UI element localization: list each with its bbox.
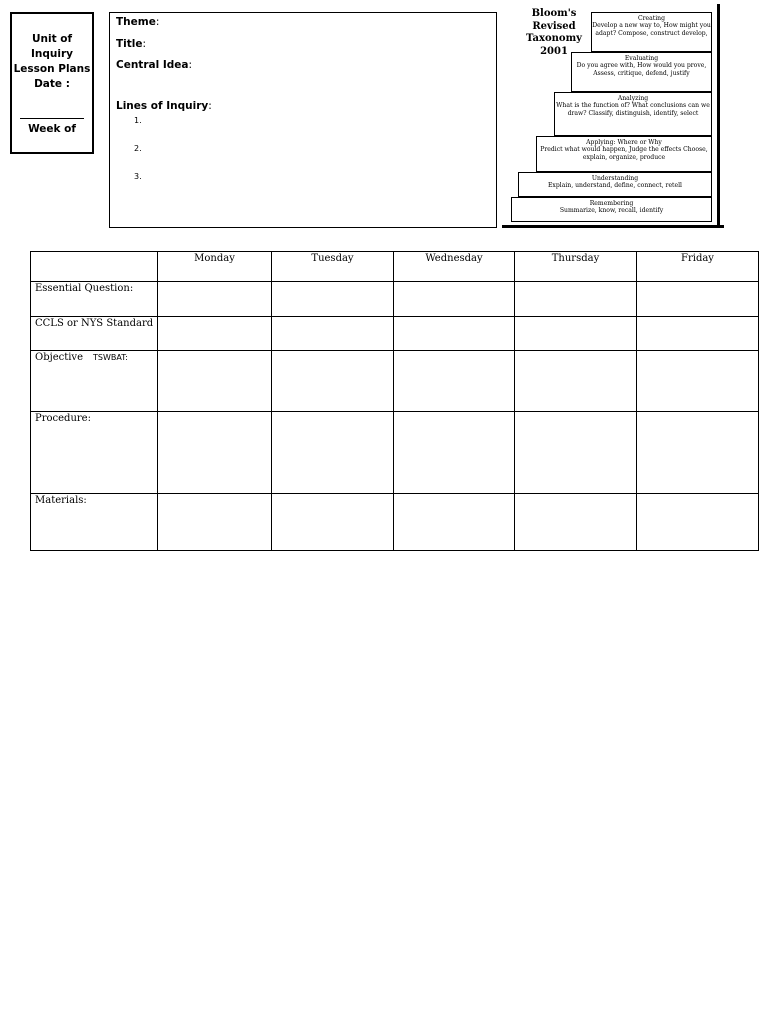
table-cell[interactable]	[394, 412, 515, 494]
tswbat-note: TSWBAT:	[93, 353, 128, 362]
table-cell[interactable]	[272, 351, 394, 412]
table-row	[31, 494, 759, 551]
unit-title-line: Unit of	[31, 33, 73, 45]
bloom-level-desc: What is the function of? What conclusions can we draw? Classify, distinguish, identify, select	[556, 102, 710, 117]
bloom-level-remembering	[511, 197, 712, 222]
inquiry-line-number: 3.	[134, 172, 142, 181]
date-line	[20, 118, 84, 119]
table-cell[interactable]	[272, 412, 394, 494]
bloom-level-desc: Explain, understand, define, connect, retell	[547, 182, 682, 190]
table-cell[interactable]	[158, 412, 272, 494]
table-cell[interactable]	[158, 282, 272, 317]
colon: :	[208, 100, 212, 112]
bloom-level-understanding	[518, 172, 712, 197]
table-cell[interactable]	[394, 282, 515, 317]
day-header-wednesday: Wednesday	[394, 252, 515, 282]
bloom-heading-line: Taxonomy	[526, 33, 582, 44]
central-idea-label: Central Idea	[116, 59, 189, 71]
unit-title	[12, 32, 92, 92]
table-cell[interactable]	[515, 282, 637, 317]
title-label: Title	[116, 38, 143, 50]
table-cell[interactable]	[515, 351, 637, 412]
date-label: Date :	[34, 78, 70, 90]
bloom-heading-line: Bloom's	[531, 8, 577, 19]
day-header-friday: Friday	[637, 252, 759, 282]
title-field	[116, 38, 146, 50]
bloom-level-creating	[591, 12, 712, 52]
bloom-level-desc: Develop a new way to, How might you adapt? Compose, construct develop,	[592, 22, 711, 37]
unit-of-inquiry-box	[10, 12, 94, 154]
table-cell[interactable]	[394, 351, 515, 412]
table-cell[interactable]	[394, 494, 515, 551]
row-label-essential-question: Essential Question:	[31, 282, 158, 317]
lines-of-inquiry-label: Lines of Inquiry	[116, 100, 209, 112]
table-cell[interactable]	[158, 317, 272, 351]
table-cell[interactable]	[515, 317, 637, 351]
bloom-level-desc: Do you agree with, How would you prove, Assess, critique, defend, justify	[576, 62, 707, 77]
table-cell[interactable]	[637, 412, 759, 494]
lines-of-inquiry-field	[116, 100, 212, 112]
table-row	[31, 351, 759, 412]
objective-label: Objective	[35, 352, 84, 363]
unit-title-line: Lesson Plans	[13, 63, 91, 75]
table-cell[interactable]	[158, 494, 272, 551]
bloom-level-desc: Summarize, know, recall, identify	[559, 207, 664, 215]
colon: :	[142, 38, 147, 50]
table-cell[interactable]	[158, 351, 272, 412]
bloom-level-evaluating	[571, 52, 712, 92]
table-cell[interactable]	[637, 282, 759, 317]
day-header-monday: Monday	[158, 252, 272, 282]
theme-field	[116, 16, 159, 28]
bloom-level-name: Creating	[637, 15, 666, 22]
inquiry-line-number: 1.	[134, 116, 142, 125]
bloom-level-desc: Predict what would happen, Judge the effects Choose, explain, organize, produce	[540, 146, 708, 161]
table-cell[interactable]	[272, 317, 394, 351]
colon: :	[188, 59, 193, 71]
unit-title-line: Inquiry	[31, 48, 73, 60]
day-header-tuesday: Tuesday	[272, 252, 394, 282]
bloom-level-name: Evaluating	[624, 55, 659, 62]
bloom-base-rule	[502, 225, 724, 228]
table-row	[31, 317, 759, 351]
table-cell[interactable]	[637, 317, 759, 351]
corner-cell	[31, 252, 158, 282]
table-row	[31, 412, 759, 494]
day-header-thursday: Thursday	[515, 252, 637, 282]
bloom-level-name: Understanding	[591, 175, 639, 182]
week-of-label: Week of	[28, 123, 76, 135]
bloom-level-applying	[536, 136, 712, 172]
row-label-procedure: Procedure:	[31, 412, 158, 494]
table-cell[interactable]	[515, 494, 637, 551]
bloom-level-name: Applying: Where or Why	[586, 139, 662, 146]
table-cell[interactable]	[394, 317, 515, 351]
bloom-heading	[518, 8, 590, 58]
central-idea-field	[116, 59, 192, 71]
bloom-level-name: Remembering	[589, 200, 634, 207]
table-cell[interactable]	[637, 351, 759, 412]
row-label-materials: Materials:	[31, 494, 158, 551]
weekly-plan-table	[30, 251, 759, 551]
bloom-heading-line: 2001	[540, 45, 568, 57]
table-header-row	[31, 252, 759, 282]
table-cell[interactable]	[272, 494, 394, 551]
inquiry-line-number: 2.	[134, 144, 142, 153]
row-label-objective	[31, 351, 158, 412]
table-cell[interactable]	[515, 412, 637, 494]
theme-label: Theme	[116, 16, 156, 28]
bloom-vertical-rule	[717, 4, 720, 228]
table-cell[interactable]	[272, 282, 394, 317]
bloom-level-analyzing	[554, 92, 712, 136]
table-row	[31, 282, 759, 317]
unit-info-box	[109, 12, 497, 228]
bloom-heading-line: Revised	[532, 20, 576, 32]
row-label-standard: CCLS or NYS Standard	[31, 317, 158, 351]
bloom-level-name: Analyzing	[617, 95, 649, 102]
table-cell[interactable]	[637, 494, 759, 551]
colon: :	[155, 16, 160, 28]
